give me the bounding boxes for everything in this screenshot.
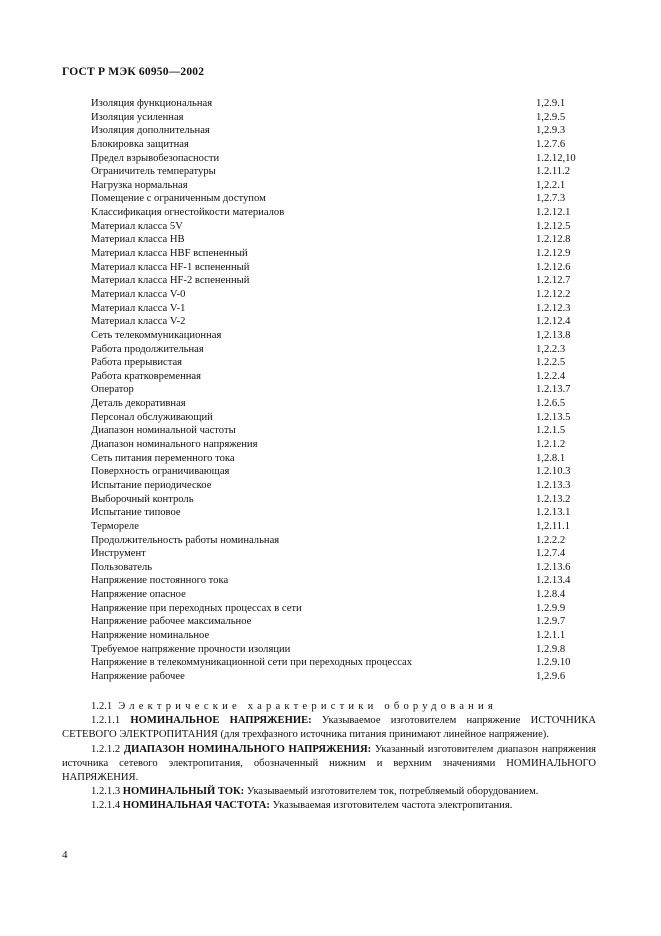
index-row (91, 615, 601, 629)
index-ref: 1.2.12,10 (536, 152, 576, 164)
index-term: Термореле (91, 520, 139, 532)
definition-term: НОМИНАЛЬНАЯ ЧАСТОТА: (122, 800, 270, 812)
index-term: Материал класса HF-2 вспененный (91, 275, 250, 287)
index-ref: 1.2.8.4 (536, 589, 566, 601)
index-row (91, 329, 601, 343)
index-ref: 1.2.12.6 (536, 261, 571, 273)
index-row (91, 179, 601, 193)
index-row (91, 438, 601, 452)
index-row (91, 261, 601, 275)
index-row (91, 111, 601, 125)
definition-paragraph (62, 743, 596, 786)
index-row (91, 561, 601, 575)
index-row (91, 465, 601, 479)
index-row (91, 274, 601, 288)
definition-term: ДИАПАЗОН НОМИНАЛЬНОГО НАПРЯЖЕНИЯ: (123, 743, 372, 755)
index-row (91, 383, 601, 397)
index-row (91, 370, 601, 384)
index-ref: 1.2.13.5 (536, 411, 571, 423)
index-row (91, 247, 601, 261)
index-ref: 1.2.1.5 (536, 425, 566, 437)
index-ref: 1.2.9.10 (536, 657, 571, 669)
index-term: Напряжение номинальное (91, 629, 210, 641)
definition-text: Указываемое изготовителем напряжение ИСТОЧНИКА СЕТЕВОГО ЭЛЕКТРОПИТАНИЯ (для трехфазного источника питания принимают линейное напряжение). (62, 715, 597, 741)
index-term: Сеть телекоммуникационная (91, 329, 222, 341)
index-row (91, 356, 601, 370)
index-term: Материал класса 5V (91, 220, 183, 232)
index-ref: 1.2.2.5 (536, 357, 566, 369)
index-row (91, 124, 601, 138)
index-row (91, 479, 601, 493)
index-term: Помещение с ограниченным доступом (91, 193, 266, 205)
definition-paragraph (62, 799, 596, 813)
index-row (91, 602, 601, 616)
index-term: Поверхность ограничивающая (91, 466, 230, 478)
definition-number: 1.2.1.4 (91, 800, 121, 812)
index-term: Диапазон номинального напряжения (91, 439, 258, 451)
index-row (91, 534, 601, 548)
index-row (91, 343, 601, 357)
index-ref: 1.2.1.2 (536, 439, 566, 451)
index-ref: 1.2.12.2 (536, 288, 571, 300)
index-term: Испытание типовое (91, 507, 181, 519)
index-term: Нагрузка нормальная (91, 179, 188, 191)
index-ref: 1.2.13.1 (536, 507, 571, 519)
index-ref: 1.2.6.5 (536, 398, 566, 410)
index-term: Работа кратковременная (91, 370, 201, 382)
index-ref: 1.2.13.2 (536, 493, 571, 505)
page-header: ГОСТ Р МЭК 60950—2002 (62, 66, 205, 78)
index-term: Напряжение рабочее максимальное (91, 616, 252, 628)
index-term: Работа продолжительная (91, 343, 204, 355)
index-row (91, 138, 601, 152)
index-ref: 1,2.11.1 (536, 520, 571, 532)
index-ref: 1.2.12.3 (536, 302, 571, 314)
index-ref: 1.2.12.8 (536, 234, 571, 246)
index-ref: 1.2.12.9 (536, 248, 571, 260)
index-ref: 1.2.2.4 (536, 370, 566, 382)
index-ref: 1.2.12.7 (536, 275, 571, 287)
index-ref: 1,2.9.5 (536, 111, 566, 123)
index-ref: 1,2.8.1 (536, 452, 566, 464)
index-term: Материал класса HB (91, 234, 185, 246)
index-ref: 1,2.7.3 (536, 193, 566, 205)
index-term: Предел взрывобезопасности (91, 152, 220, 164)
index-ref: 1.2.13.7 (536, 384, 571, 396)
definitions-section (62, 700, 596, 814)
index-row (91, 397, 601, 411)
index-row (91, 302, 601, 316)
index-row (91, 656, 601, 670)
index-ref: 1.2.12.1 (536, 207, 571, 219)
index-term: Изоляция усиленная (91, 111, 184, 123)
index-ref: 1.2.7.6 (536, 138, 566, 150)
index-ref: 1,2.9.1 (536, 98, 566, 109)
index-term: Напряжение постоянного тока (91, 575, 229, 587)
index-row (91, 452, 601, 466)
index-ref: 1.2.9.8 (536, 643, 566, 655)
index-ref: 1.2.12.4 (536, 316, 571, 328)
index-term: Диапазон номинальной частоты (91, 425, 236, 437)
index-row (91, 493, 601, 507)
index-term: Материал класса HF-1 вспененный (91, 261, 250, 273)
index-ref: 1.2.1.1 (536, 629, 566, 641)
index-ref: 1.2.9.7 (536, 616, 566, 628)
index-term: Изоляция дополнительная (91, 125, 210, 137)
index-ref: 1.2.10.3 (536, 466, 571, 478)
index-ref: 1.2.13.3 (536, 479, 571, 491)
index-term: Классификация огнестойкости материалов (91, 207, 285, 219)
index-term: Деталь декоративная (91, 398, 186, 410)
index-term: Материал класса V-0 (91, 288, 186, 300)
index-row (91, 520, 601, 534)
section-number: 1.2.1 (91, 701, 113, 712)
definition-number: 1.2.1.3 (91, 786, 121, 798)
index-term: Напряжение опасное (91, 589, 186, 601)
definition-text: Указываемый изготовителем ток, потребляемый оборудованием. (246, 786, 539, 798)
index-row (91, 165, 601, 179)
index-row (91, 411, 601, 425)
index-row (91, 588, 601, 602)
index-row (91, 206, 601, 220)
index-row (91, 152, 601, 166)
index-row (91, 315, 601, 329)
index-row (91, 424, 601, 438)
definition-term: НОМИНАЛЬНОЕ НАПРЯЖЕНИЕ: (130, 715, 312, 727)
term-index (91, 97, 601, 684)
index-row (91, 220, 601, 234)
index-term: Оператор (91, 384, 134, 396)
index-term: Ограничитель температуры (91, 166, 216, 178)
page-number: 4 (62, 849, 68, 861)
index-ref: 1.2.2.2 (536, 534, 566, 546)
index-term: Инструмент (91, 548, 146, 560)
index-row (91, 97, 601, 111)
definition-text: Указываемая изготовителем частота электропитания. (272, 800, 513, 812)
index-term: Напряжение рабочее (91, 670, 185, 682)
definition-term: НОМИНАЛЬНЫЙ ТОК: (122, 786, 245, 798)
index-term: Изоляция функциональная (91, 98, 213, 109)
index-term: Напряжение при переходных процессах в сети (91, 602, 302, 614)
index-ref: 1,2.2.1 (536, 179, 566, 191)
index-ref: 1,2.9.6 (536, 670, 566, 682)
index-ref: 1.2.9.9 (536, 602, 566, 614)
index-row (91, 670, 601, 684)
index-ref: 1.2.11.2 (536, 166, 571, 178)
index-ref: 1.2.13.4 (536, 575, 571, 587)
section-heading (62, 700, 596, 714)
index-row (91, 288, 601, 302)
index-term: Напряжение в телекоммуникационной сети при переходных процессах (91, 657, 413, 669)
index-term: Работа прерывистая (91, 357, 183, 369)
index-row (91, 192, 601, 206)
index-row (91, 643, 601, 657)
index-ref: 1,2.9.3 (536, 125, 566, 137)
index-ref: 1,2.2.3 (536, 343, 566, 355)
definition-paragraph (62, 714, 596, 742)
index-term: Материал класса V-2 (91, 316, 186, 328)
index-term: Требуемое напряжение прочности изоляции (91, 643, 291, 655)
index-row (91, 233, 601, 247)
index-row (91, 574, 601, 588)
index-ref: 1.2.7.4 (536, 548, 566, 560)
index-ref: 1,2.13.8 (536, 329, 571, 341)
index-term: Продолжительность работы номинальная (91, 534, 280, 546)
definition-number: 1.2.1.2 (91, 743, 121, 755)
definition-number: 1.2.1.1 (91, 715, 121, 727)
index-term: Пользователь (91, 561, 153, 573)
index-row (91, 629, 601, 643)
index-term: Материал класса V-1 (91, 302, 186, 314)
index-ref: 1.2.12.5 (536, 220, 571, 232)
index-term: Персонал обслуживающий (91, 411, 213, 423)
index-ref: 1.2.13.6 (536, 561, 571, 573)
index-term: Сеть питания переменного тока (91, 452, 235, 464)
index-row (91, 547, 601, 561)
index-term: Блокировка защитная (91, 138, 189, 150)
definition-paragraph (62, 785, 596, 799)
definition-text: Указанный изготовителем диапазон напряжения источника сетевого электропитания, обозначенный нижним и верхним значениями НОМИНАЛЬНОГО НАПРЯЖЕНИЯ. (62, 743, 596, 784)
section-title: Электрические характеристики оборудования (118, 701, 497, 712)
index-row (91, 506, 601, 520)
index-term: Испытание периодическое (91, 479, 212, 491)
index-term: Материал класса HBF вспененный (91, 248, 248, 260)
index-term: Выборочный контроль (91, 493, 194, 505)
definitions-list (62, 714, 596, 813)
